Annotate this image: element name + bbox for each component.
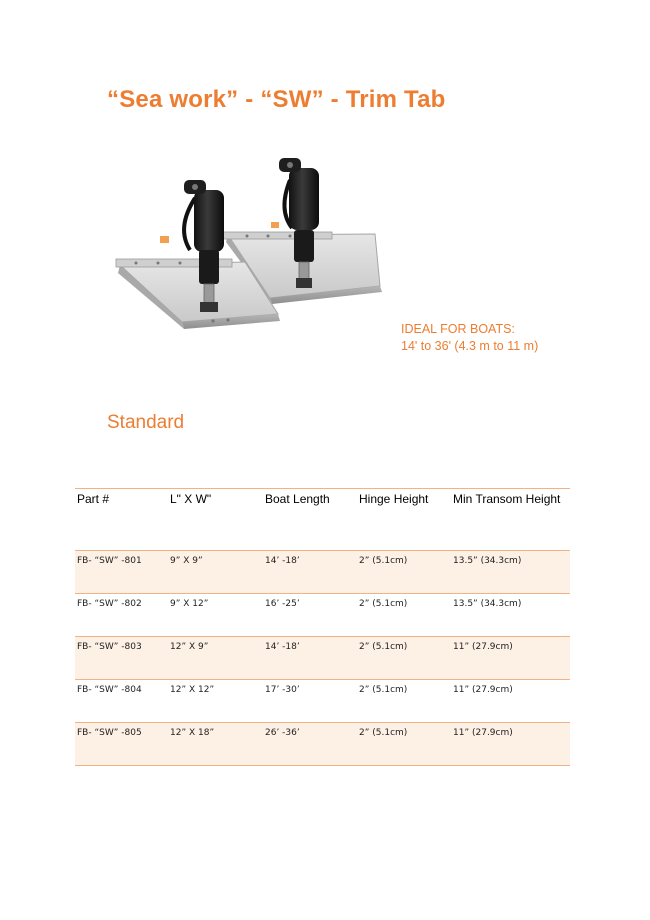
cell-hinge-height: 2” (5.1cm) (357, 680, 451, 723)
cell-min-transom-height: 11” (27.9cm) (451, 723, 570, 766)
column-header-boat-length: Boat Length (263, 489, 357, 551)
cell-boat-length: 14’ -18’ (263, 551, 357, 594)
column-header-hinge-height: Hinge Height (357, 489, 451, 551)
page-title: “Sea work” - “SW” - Trim Tab (107, 86, 446, 113)
cell-size: 12” X 18” (168, 723, 263, 766)
trim-tab-product-image (100, 150, 390, 330)
section-title: Standard (107, 412, 185, 433)
table-row (75, 594, 570, 637)
cell-boat-length: 14’ -18’ (263, 637, 357, 680)
ideal-range: 14' to 36' (4.3 m to 11 m) (401, 339, 539, 353)
cell-hinge-height: 2” (5.1cm) (357, 723, 451, 766)
cell-min-transom-height: 13.5” (34.3cm) (451, 594, 570, 637)
cell-hinge-height: 2” (5.1cm) (357, 551, 451, 594)
cell-hinge-height: 2” (5.1cm) (357, 594, 451, 637)
cell-part: FB- “SW” -803 (75, 637, 168, 680)
column-header-size: L" X W" (168, 489, 263, 551)
cell-boat-length: 16’ -25’ (263, 594, 357, 637)
ideal-for-boats-note (401, 321, 538, 355)
column-header-min-transom-height: Min Transom Height (451, 489, 570, 551)
table-row (75, 680, 570, 723)
cell-size: 9” X 9” (168, 551, 263, 594)
cell-min-transom-height: 13.5” (34.3cm) (451, 551, 570, 594)
cell-hinge-height: 2” (5.1cm) (357, 637, 451, 680)
column-header-part: Part # (75, 489, 168, 551)
cell-part: FB- “SW” -801 (75, 551, 168, 594)
table-row (75, 723, 570, 766)
table-row (75, 551, 570, 594)
cell-boat-length: 26’ -36’ (263, 723, 357, 766)
cell-boat-length: 17’ -30’ (263, 680, 357, 723)
ideal-label: IDEAL FOR BOATS: (401, 322, 515, 336)
cell-min-transom-height: 11” (27.9cm) (451, 637, 570, 680)
table-header-row (75, 489, 570, 551)
cell-size: 9” X 12” (168, 594, 263, 637)
cell-size: 12” X 9” (168, 637, 263, 680)
cell-part: FB- “SW” -805 (75, 723, 168, 766)
spec-table (75, 488, 570, 766)
cell-min-transom-height: 11” (27.9cm) (451, 680, 570, 723)
cell-part: FB- “SW” -802 (75, 594, 168, 637)
table-row (75, 637, 570, 680)
cell-size: 12” X 12” (168, 680, 263, 723)
cell-part: FB- “SW” -804 (75, 680, 168, 723)
